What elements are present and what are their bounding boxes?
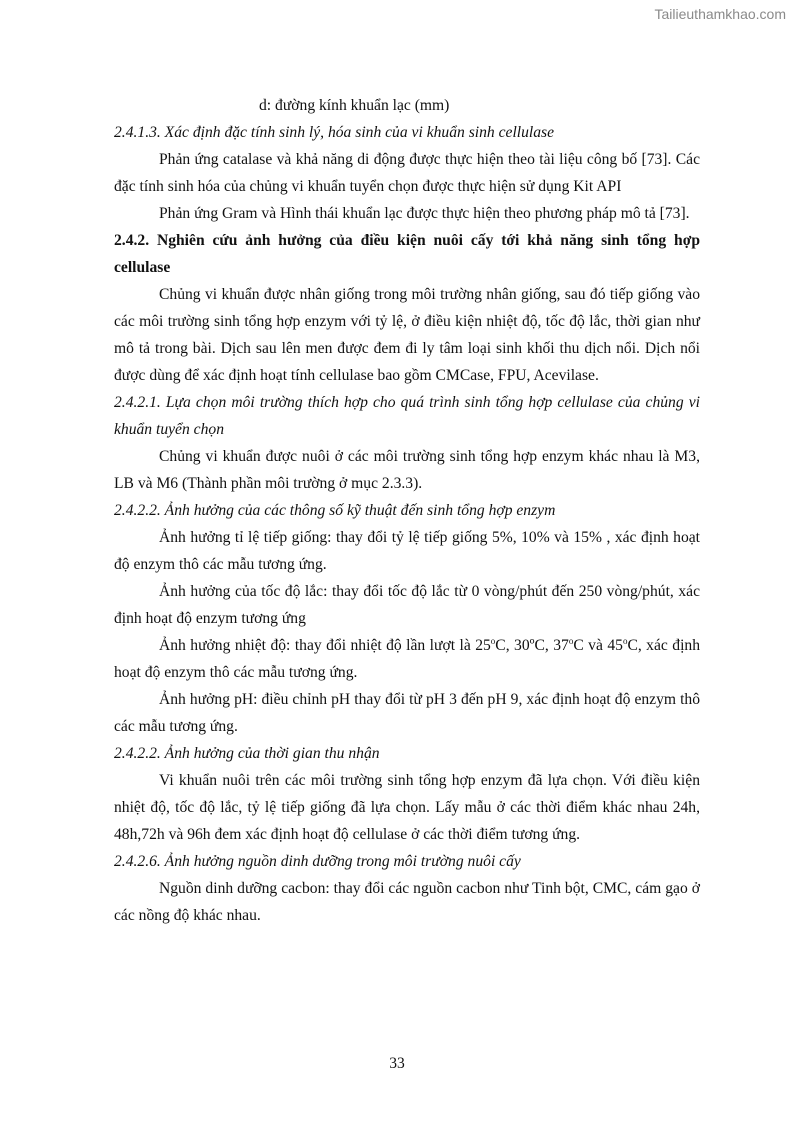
paragraph: Phản ứng catalase và khả năng di động được thực hiện theo tài liệu công bố [73]. Các đặc tính sinh hóa của chủng vi khuẩn tuyển chọn được thực hiện sử dụng Kit API (114, 151, 700, 195)
paragraph: Chủng vi khuẩn được nhân giống trong môi trường nhân giống, sau đó tiếp giống vào các môi trường sinh tổng hợp enzym với tỷ lệ, ở điều kiện nhiệt độ, tốc độ lắc, thời gian như mô tả trong bài. Dịch sau lên men được đem đi ly tâm loại sinh khối thu dịch nổi. Dịch nổi được dùng để xác định hoạt tính cellulase bao gồm CMCase, FPU, Acevilase. (114, 286, 700, 384)
paragraph-temperature (114, 632, 700, 686)
page-number: 33 (389, 1055, 405, 1072)
text-run: C, xác định hoạt độ enzym thô các mẫu tương ứng. (114, 637, 700, 681)
paragraph: Chủng vi khuẩn được nuôi ở các môi trường sinh tổng hợp enzym khác nhau là M3, LB và M6 (Thành phần môi trường ở mục 2.3.3). (114, 448, 700, 492)
paragraph: Nguồn dinh dưỡng cacbon: thay đổi các nguồn cacbon như Tinh bột, CMC, cám gạo ở các nồng độ khác nhau. (114, 880, 700, 924)
text-run: C và 45 (573, 637, 623, 654)
text-run: Ảnh hưởng nhiệt độ: thay đổi nhiệt độ lần lượt là 25 (159, 637, 491, 654)
page-body (114, 92, 700, 929)
section-heading-2-4-2-2: 2.4.2.2. Ảnh hưởng của các thông số kỹ thuật đến sinh tổng hợp enzym (114, 502, 556, 519)
paragraph: Ảnh hưởng của tốc độ lắc: thay đổi tốc độ lắc từ 0 vòng/phút đến 250 vòng/phút, xác định hoạt độ enzym tương ứng (114, 583, 700, 627)
formula-legend: d: đường kính khuẩn lạc (mm) (259, 97, 450, 114)
degree-superscript: o (622, 635, 628, 646)
section-heading-2-4-1-3: 2.4.1.3. Xác định đặc tính sinh lý, hóa sinh của vi khuẩn sinh cellulase (114, 124, 555, 141)
paragraph: Ảnh hưởng tỉ lệ tiếp giống: thay đổi tỷ lệ tiếp giống 5%, 10% và 15% , xác định hoạt độ enzym thô các mẫu tương ứng. (114, 529, 700, 573)
paragraph: Phản ứng Gram và Hình thái khuẩn lạc được thực hiện theo phương pháp mô tả [73]. (159, 205, 690, 222)
degree-superscript: o (568, 635, 574, 646)
section-heading-2-4-2-6: 2.4.2.6. Ảnh hưởng nguồn dinh dưỡng trong môi trường nuôi cấy (114, 853, 521, 870)
text-run: C, 30ºC, 37 (495, 637, 569, 654)
section-heading-time: 2.4.2.2. Ảnh hưởng của thời gian thu nhận (114, 745, 380, 762)
section-heading-2-4-2: 2.4.2. Nghiên cứu ảnh hưởng của điều kiện nuôi cấy tới khả năng sinh tổng hợp cellulase (114, 232, 700, 276)
degree-superscript: o (490, 635, 496, 646)
section-heading-2-4-2-1: 2.4.2.1. Lựa chọn môi trường thích hợp cho quá trình sinh tổng hợp cellulase của chủng vi khuẩn tuyển chọn (114, 394, 700, 438)
paragraph: Vi khuẩn nuôi trên các môi trường sinh tổng hợp enzym đã lựa chọn. Với điều kiện nhiệt độ, tốc độ lắc, tỷ lệ tiếp giống đã lựa chọn. Lấy mẫu ở các thời điểm khác nhau 24h, 48h,72h và 96h đem xác định hoạt độ cellulase ở các thời điểm tương ứng. (114, 772, 700, 843)
watermark: Tailieuthamkhao.com (654, 6, 786, 22)
paragraph: Ảnh hưởng pH: điều chỉnh pH thay đổi từ pH 3 đến pH 9, xác định hoạt độ enzym thô các mẫu tương ứng. (114, 691, 700, 735)
